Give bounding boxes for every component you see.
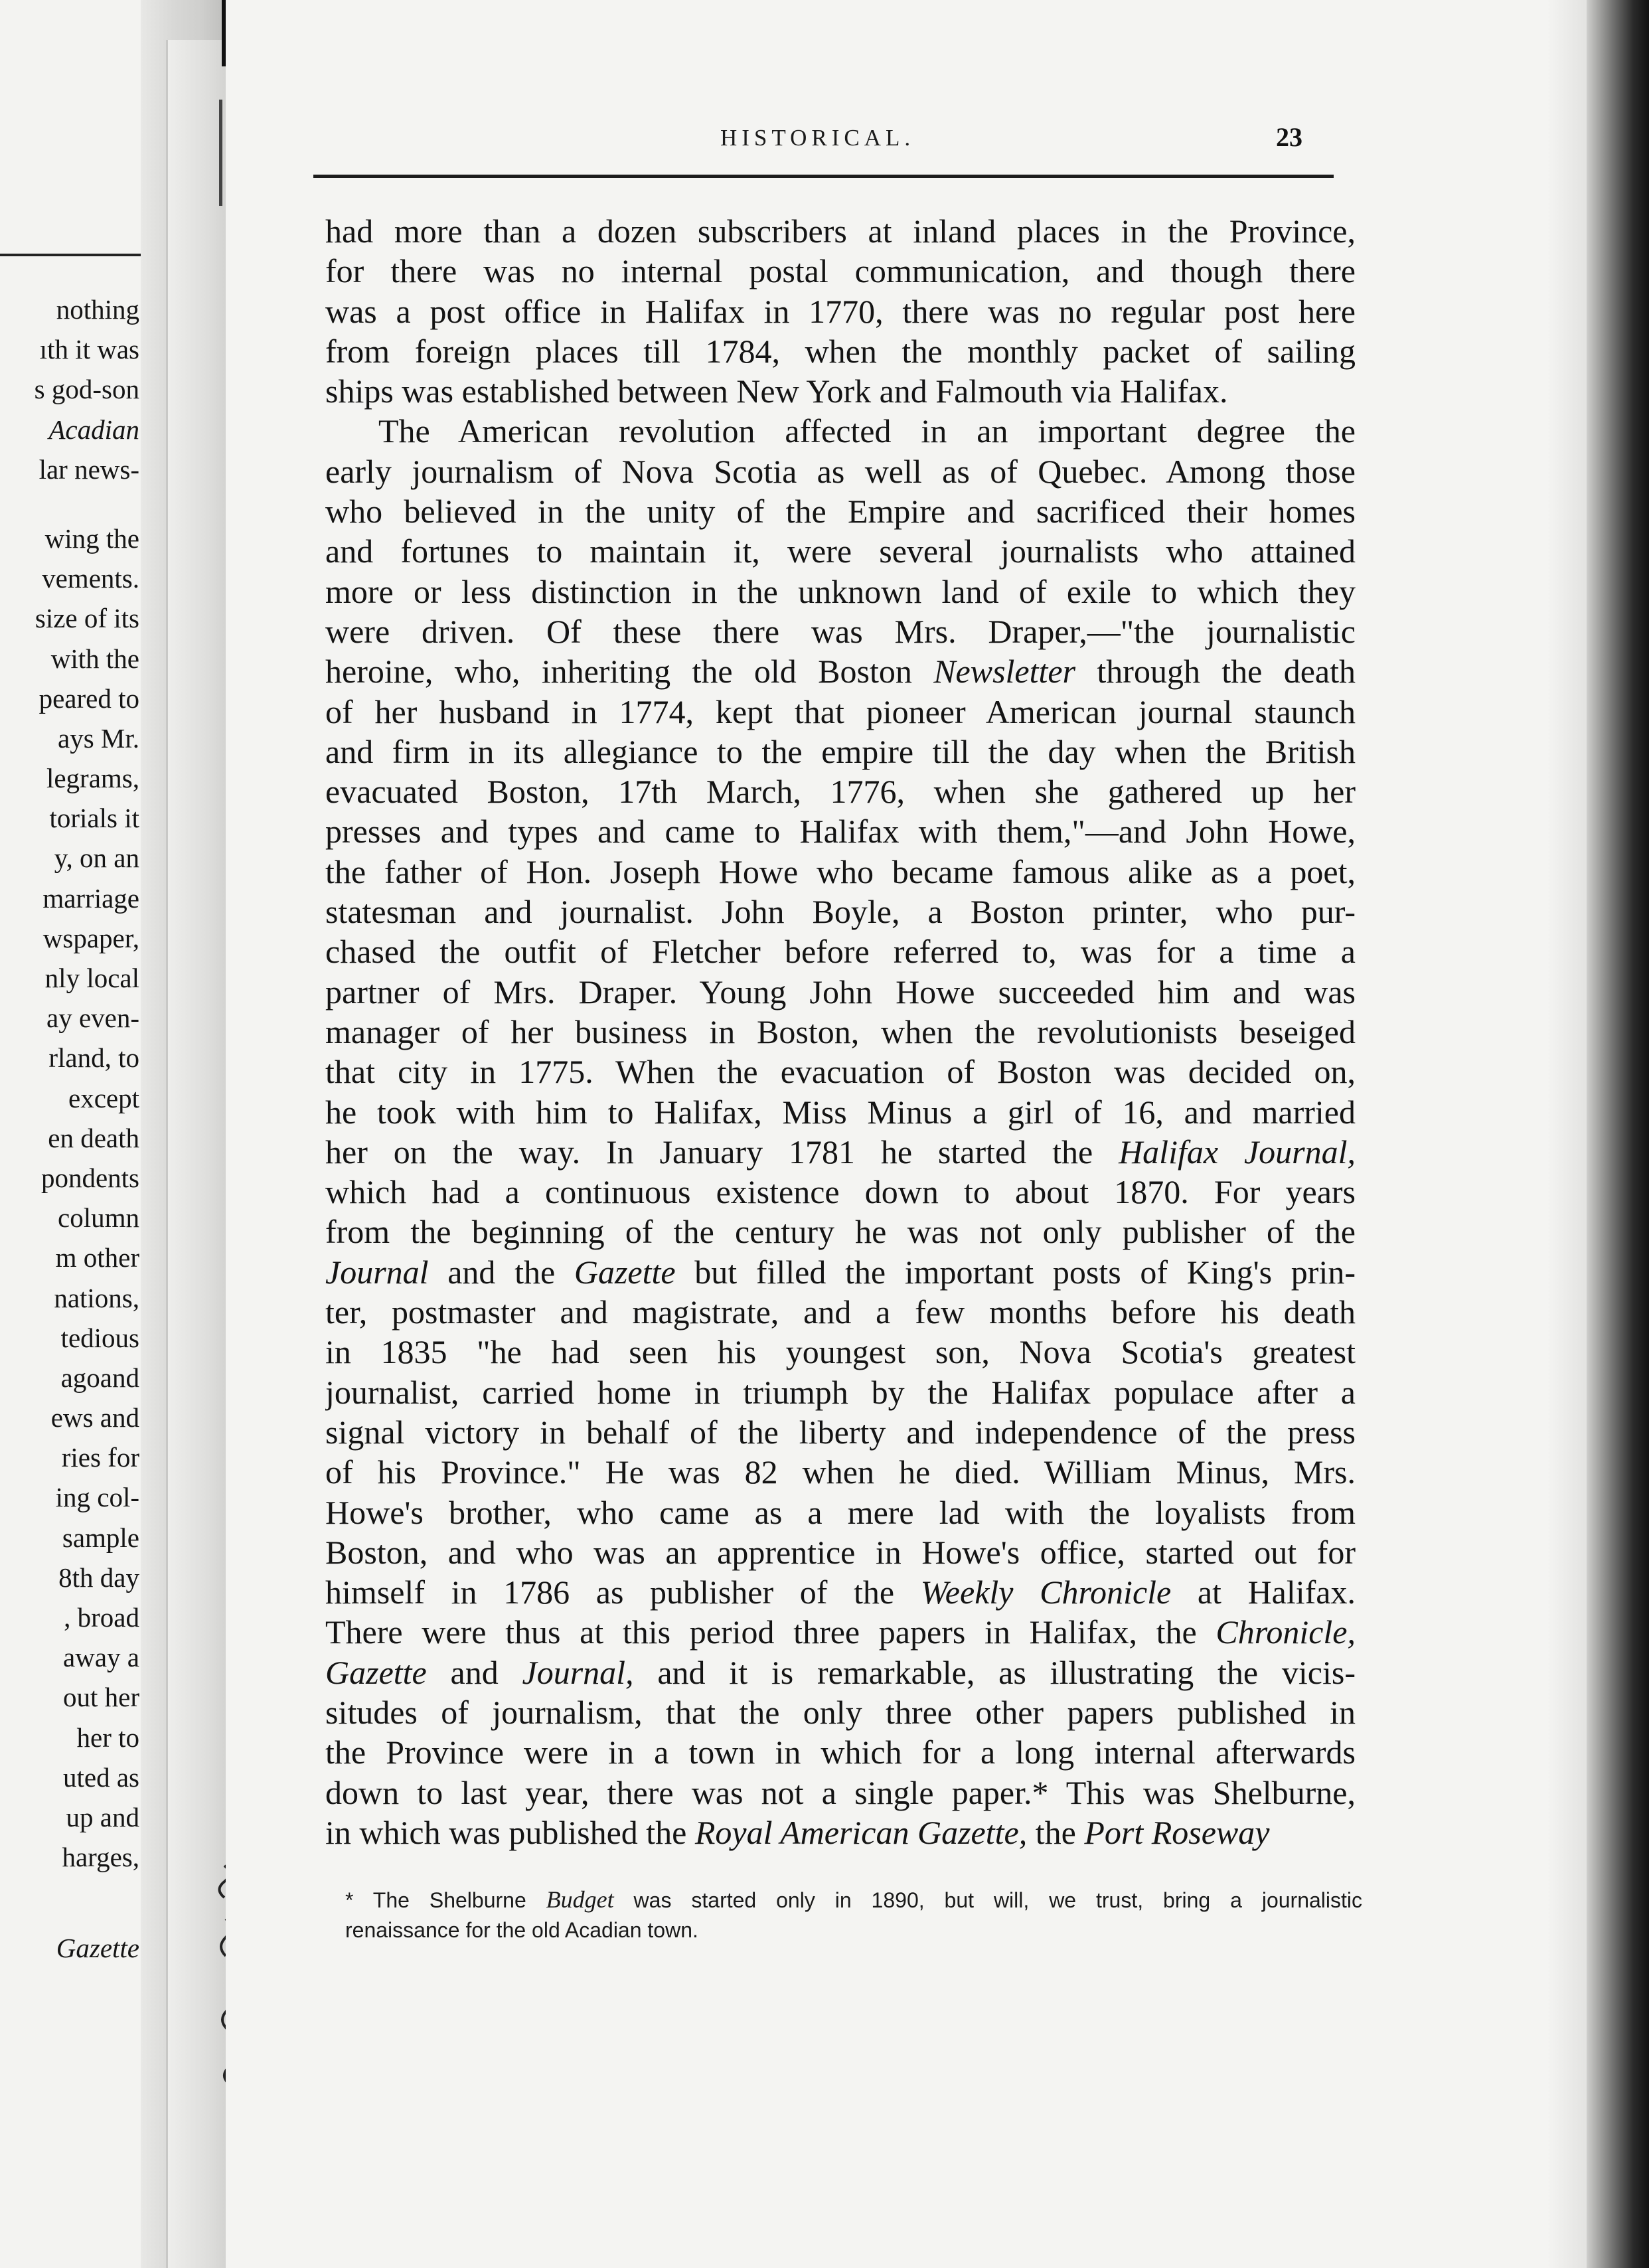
text-line bbox=[325, 572, 1356, 611]
text-line bbox=[325, 251, 1356, 291]
facing-page-line: peared to bbox=[39, 683, 139, 714]
facing-page-line: ries for bbox=[61, 1442, 139, 1473]
footnote-line bbox=[345, 1915, 1362, 1945]
text-run: himself in 1786 as publisher of the bbox=[325, 1574, 921, 1611]
text-run: in which was published the bbox=[325, 1813, 695, 1851]
text-run: more or less distinction in the unknown land of exile to which they bbox=[325, 572, 1356, 610]
facing-page-line: size of its bbox=[35, 603, 139, 634]
text-line bbox=[325, 892, 1356, 932]
facing-page-line: en death bbox=[48, 1122, 139, 1153]
text-run: and firm in its allegiance to the empire till the day when the British bbox=[325, 732, 1356, 770]
italic-title: Weekly Chronicle bbox=[920, 1574, 1172, 1611]
text-run: down to last year, there was not a single paper.* This was Shelburne, bbox=[325, 1773, 1356, 1811]
text-run: of her husband in 1774, kept that pioneer American journal staunch bbox=[325, 692, 1356, 730]
text-run: signal victory in behalf of the liberty and independence of the press bbox=[325, 1413, 1356, 1451]
facing-page-line: ews and bbox=[50, 1402, 139, 1433]
text-run: ter, postmaster and magistrate, and a few months before his death bbox=[325, 1293, 1356, 1331]
text-line bbox=[325, 1653, 1356, 1692]
facing-page-line: s god-son bbox=[34, 374, 139, 405]
facing-page-line: marriage bbox=[42, 882, 139, 914]
text-run: had more than a dozen subscribers at inland places in the Province, bbox=[325, 212, 1356, 250]
text-line bbox=[325, 1012, 1356, 1052]
facing-page-line: agoand bbox=[60, 1362, 139, 1393]
text-line bbox=[325, 1493, 1356, 1532]
text-line bbox=[325, 491, 1356, 531]
text-run: was a post office in Halifax in 1770, there was no regular post here bbox=[325, 292, 1356, 330]
facing-page-line: nly local bbox=[44, 963, 139, 993]
text-line bbox=[325, 771, 1356, 811]
facing-page-line: tedious bbox=[60, 1322, 139, 1353]
facing-page-line bbox=[0, 489, 139, 519]
text-run: her on the way. In January 1781 he started the bbox=[325, 1133, 1119, 1171]
text-run: The American revolution affected in an important degree the bbox=[378, 412, 1356, 450]
facing-page-line: wspaper, bbox=[42, 922, 139, 953]
italic-title: Journal, bbox=[522, 1653, 634, 1691]
facing-page-line: harges, bbox=[62, 1842, 139, 1873]
facing-page-line: vements. bbox=[42, 563, 139, 594]
text-run: * The Shelburne bbox=[345, 1888, 546, 1912]
facing-page-line: legrams, bbox=[46, 763, 139, 794]
text-run: and bbox=[426, 1653, 522, 1691]
facing-page-line: ays Mr. bbox=[58, 722, 139, 754]
text-run: through the death bbox=[1075, 653, 1356, 690]
text-run: partner of Mrs. Draper. Young John Howe succeeded him and was bbox=[325, 973, 1356, 1011]
text-run: that city in 1775. When the evacuation of Boston was decided on, bbox=[325, 1053, 1356, 1091]
text-line bbox=[325, 1572, 1356, 1612]
text-run: Howe's brother, who came as a mere lad with the loyalists from bbox=[325, 1493, 1356, 1531]
page-stack-edge bbox=[1587, 0, 1649, 2268]
facing-page-line: Acadian bbox=[48, 414, 139, 445]
italic-title: Newsletter bbox=[933, 653, 1076, 690]
text-line bbox=[325, 852, 1356, 892]
text-run: he took with him to Halifax, Miss Minus a girl of 16, and married bbox=[325, 1093, 1356, 1131]
facing-page-line: m other bbox=[55, 1242, 139, 1273]
text-line bbox=[325, 1372, 1356, 1412]
text-line bbox=[325, 1092, 1356, 1132]
text-line bbox=[325, 1292, 1356, 1332]
text-line bbox=[325, 1172, 1356, 1212]
facing-page-line: nations, bbox=[54, 1282, 139, 1313]
text-run: the father of Hon. Joseph Howe who became famous alike as a poet, bbox=[325, 852, 1356, 890]
text-line bbox=[325, 291, 1356, 331]
page-edge-shading bbox=[1547, 0, 1587, 2268]
text-run: and the bbox=[428, 1253, 574, 1291]
facing-page-line: out her bbox=[63, 1682, 139, 1713]
text-run: presses and types and came to Halifax with them,"—and John Howe, bbox=[325, 813, 1356, 850]
facing-page-line: her to bbox=[76, 1722, 139, 1753]
facing-page-line: ing col- bbox=[55, 1482, 139, 1513]
italic-title: Halifax Journal, bbox=[1119, 1133, 1356, 1171]
text-line bbox=[325, 1692, 1356, 1732]
text-line bbox=[325, 1612, 1356, 1652]
text-line bbox=[325, 1052, 1356, 1092]
facing-page-line: column bbox=[58, 1202, 139, 1234]
text-run: from the beginning of the century he was not only publisher of the bbox=[325, 1213, 1356, 1251]
text-run: from foreign places till 1784, when the monthly packet of sailing bbox=[325, 332, 1356, 370]
facing-page-rule bbox=[0, 254, 141, 256]
text-run: journalist, carried home in triumph by the Halifax populace after a bbox=[325, 1373, 1356, 1411]
binding-notch bbox=[219, 100, 222, 206]
text-run: manager of her business in Boston, when the revolutionists beseiged bbox=[325, 1012, 1356, 1050]
text-line bbox=[325, 1132, 1356, 1172]
text-line bbox=[325, 1412, 1356, 1452]
text-line bbox=[325, 811, 1356, 851]
text-run: evacuated Boston, 17th March, 1776, when she gathered up her bbox=[325, 773, 1356, 811]
facing-page-bottom-word: Gazette bbox=[56, 1933, 139, 1963]
text-line bbox=[325, 1332, 1356, 1372]
text-line bbox=[325, 331, 1356, 371]
text-line bbox=[325, 371, 1356, 411]
facing-page-line: uted as bbox=[63, 1761, 139, 1793]
facing-page-text bbox=[0, 289, 139, 1877]
footnote-line bbox=[345, 1884, 1362, 1915]
text-run: who believed in the unity of the Empire and sacrificed their homes bbox=[325, 493, 1356, 530]
text-run: renaissance for the old Acadian town. bbox=[345, 1918, 698, 1942]
text-line bbox=[325, 1452, 1356, 1492]
text-run: There were thus at this period three papers in Halifax, the bbox=[325, 1613, 1216, 1651]
text-run: and it is remarkable, as illustrating the vicis- bbox=[633, 1653, 1356, 1691]
text-line bbox=[325, 692, 1356, 732]
facing-page-line: sample bbox=[62, 1522, 139, 1553]
facing-page-line: torials it bbox=[49, 803, 139, 834]
text-run: statesman and journalist. John Boyle, a Boston printer, who pur- bbox=[325, 893, 1356, 931]
text-run: but filled the important posts of King's prin- bbox=[675, 1253, 1356, 1291]
text-line bbox=[325, 611, 1356, 651]
page-number: 23 bbox=[1276, 122, 1302, 152]
italic-title: Gazette bbox=[325, 1653, 427, 1691]
italic-title: Royal American Gazette, bbox=[694, 1813, 1028, 1851]
text-line bbox=[325, 651, 1356, 691]
text-run: and fortunes to maintain it, were several journalists who attained bbox=[325, 532, 1356, 570]
facing-page-line: lar news- bbox=[39, 453, 139, 485]
header-rule bbox=[313, 175, 1334, 178]
italic-title: Budget bbox=[546, 1886, 614, 1913]
text-run: early journalism of Nova Scotia as well as of Quebec. Among those bbox=[325, 452, 1356, 490]
text-line bbox=[325, 1732, 1356, 1772]
text-run: for there was no internal postal communication, and though there bbox=[325, 252, 1356, 290]
text-run: which had a continuous existence down to about 1870. For years bbox=[325, 1173, 1356, 1211]
text-line bbox=[325, 1212, 1356, 1252]
text-run: in 1835 "he had seen his youngest son, Nova Scotia's greatest bbox=[325, 1333, 1356, 1371]
text-run: at Halifax. bbox=[1171, 1574, 1356, 1611]
facing-page-line: with the bbox=[50, 643, 139, 674]
text-line bbox=[325, 932, 1356, 971]
text-run: was started only in 1890, but will, we trust, bring a journalistic bbox=[613, 1888, 1363, 1912]
facing-page-line: 8th day bbox=[58, 1562, 139, 1593]
body-text bbox=[325, 211, 1356, 1852]
text-line bbox=[325, 451, 1356, 491]
text-line bbox=[325, 211, 1356, 251]
text-run: the Province were in a town in which for a long internal afterwards bbox=[325, 1734, 1356, 1771]
text-run: were driven. Of these there was Mrs. Draper,—"the journalistic bbox=[325, 612, 1356, 650]
text-line bbox=[325, 411, 1356, 451]
facing-page-line: wing the bbox=[44, 523, 139, 554]
text-line bbox=[325, 972, 1356, 1012]
facing-page-line: ıth it was bbox=[39, 334, 139, 365]
italic-title: Gazette bbox=[574, 1253, 676, 1291]
text-run: ships was established between New York and Falmouth via Halifax. bbox=[325, 372, 1228, 410]
text-line bbox=[325, 531, 1356, 571]
text-run: heroine, who, inheriting the old Boston bbox=[325, 653, 934, 690]
facing-page-line: away a bbox=[63, 1642, 139, 1673]
text-line bbox=[325, 1532, 1356, 1572]
text-line bbox=[325, 1773, 1356, 1813]
facing-page-line: ay even- bbox=[46, 1003, 139, 1034]
text-run: Boston, and who was an apprentice in Howe's office, started out for bbox=[325, 1533, 1356, 1571]
text-run: situdes of journalism, that the only three other papers published in bbox=[325, 1693, 1356, 1731]
text-run: of his Province." He was 82 when he died. William Minus, Mrs. bbox=[325, 1453, 1356, 1491]
running-head: HISTORICAL. bbox=[720, 125, 915, 151]
facing-page-line: pondents bbox=[40, 1162, 139, 1193]
facing-page-line: nothing bbox=[56, 294, 139, 325]
facing-page-line: y, on an bbox=[54, 843, 139, 874]
text-run: the bbox=[1027, 1813, 1085, 1851]
text-line bbox=[325, 732, 1356, 771]
text-run: chased the outfit of Fletcher before referred to, was for a time a bbox=[325, 933, 1356, 971]
facing-page-line: rland, to bbox=[48, 1042, 139, 1074]
facing-page-line: , broad bbox=[64, 1602, 139, 1633]
italic-title: Chronicle, bbox=[1216, 1613, 1356, 1651]
italic-title: Port Roseway bbox=[1084, 1813, 1270, 1851]
text-line bbox=[325, 1252, 1356, 1292]
facing-page-line: except bbox=[68, 1082, 139, 1113]
facing-page-line: up and bbox=[66, 1801, 139, 1832]
italic-title: Journal bbox=[325, 1253, 429, 1291]
text-line bbox=[325, 1813, 1356, 1852]
footnote bbox=[345, 1884, 1362, 1945]
